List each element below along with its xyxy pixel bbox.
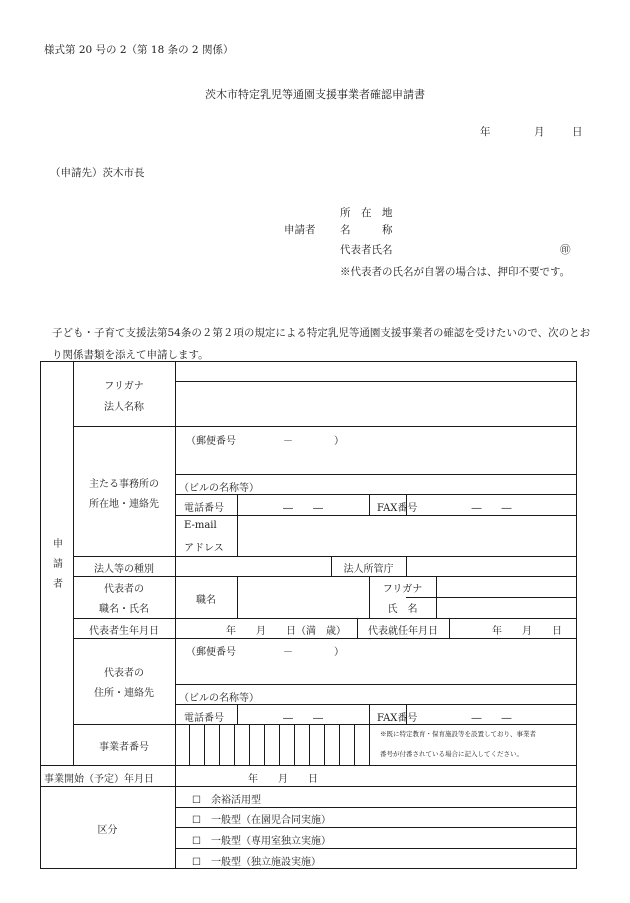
rep-building-label: （ビルの名称等）: [179, 693, 259, 704]
form-number: 様式第 20 号の 2（第 18 条の 2 関係）: [44, 44, 234, 56]
rep-postal-close: ）: [334, 647, 344, 658]
fax-value: ― ―: [471, 503, 512, 514]
business-number-label: 事業者番号: [99, 742, 149, 753]
date-month: 月: [534, 126, 545, 138]
postal-code-dash: －: [283, 436, 293, 447]
fax-label: FAX番号: [377, 503, 418, 514]
applicant-name: 名 称: [340, 224, 393, 236]
corp-office-label: 法人所管庁: [343, 564, 394, 575]
date-day: 日: [572, 126, 583, 138]
option-surplus[interactable]: ☐ 余裕活用型: [192, 795, 261, 806]
rep-postal-dash: －: [283, 647, 293, 658]
rep-tel-label: 電話番号: [184, 713, 224, 724]
email-label: E-mail: [184, 520, 217, 531]
option-independent[interactable]: ☐ 一般型（独立施設実施）: [192, 857, 321, 868]
position-label: 職名: [196, 595, 216, 606]
building-label: （ビルの名称等）: [179, 483, 259, 494]
applicant-side-label: 申 請 者: [53, 539, 73, 590]
business-number-note: ※既に特定教育・保育施設等を設置しており、事業者: [380, 730, 536, 738]
tel-value: ― ―: [283, 503, 323, 514]
start-date-label: 事業開始（予定）年月日: [44, 774, 154, 785]
option-dedicated-room[interactable]: ☐ 一般型（専用室独立実施）: [192, 836, 331, 847]
rep-tel-value: ― ―: [283, 713, 323, 724]
addressee: （申請先）茨木市長: [50, 167, 145, 179]
business-number-note-2: 番号が付番されている場合に記入してください。: [380, 750, 523, 758]
rep-postal-open: （郵便番号: [186, 647, 236, 658]
applicant-location: 所 在 地: [340, 207, 393, 219]
option-joint[interactable]: ☐ 一般型（在園児合同実施）: [192, 815, 331, 826]
rep-address-label-2: 住所・連絡先: [94, 688, 154, 699]
main-office-label-2: 所在地・連絡先: [89, 499, 159, 510]
tel-label: 電話番号: [184, 503, 224, 514]
category-label: 区分: [97, 825, 118, 836]
postal-code-open: （郵便番号: [186, 436, 236, 447]
document-title: 茨木市特定乳児等通園支援事業者確認申請書: [205, 88, 425, 101]
corp-name-label: 法人名称: [104, 402, 144, 413]
rep-position-label: 代表者の: [104, 584, 144, 595]
furigana-label: フリガナ: [104, 381, 144, 392]
seal-note: ※代表者の氏名が自署の場合は、押印不要です。: [340, 266, 571, 278]
rep-address-label: 代表者の: [104, 668, 144, 679]
table-border: [40, 361, 577, 869]
application-statement: 子ども・子育て支援法第54条の２第２項の規定による特定乳児等通園支援事業者の確認を受けたいので、次のとおり関係書類を添えて申請します。: [52, 327, 591, 361]
rep-birth-value: 年 月 日（満 歳）: [226, 626, 346, 637]
corp-type-label: 法人等の種別: [94, 564, 154, 575]
date-year: 年: [480, 126, 491, 138]
rep-start-value: 年 月 日: [492, 626, 562, 637]
applicant-label: 申請者: [284, 224, 316, 236]
rep-start-label: 代表就任年月日: [368, 626, 438, 637]
email-label-2: アドレス: [184, 543, 224, 554]
rep-furigana-label: フリガナ: [382, 584, 423, 595]
rep-fax-label: FAX番号: [377, 713, 418, 724]
rep-fax-value: ― ―: [471, 713, 512, 724]
seal-mark: ㊞: [560, 244, 571, 256]
applicant-representative: 代表者氏名: [340, 244, 393, 256]
rep-position-label-2: 職名・氏名: [99, 604, 149, 615]
rep-birth-label: 代表者生年月日: [89, 626, 159, 637]
postal-code-close: ）: [334, 436, 344, 447]
rep-name-label: 氏 名: [387, 604, 418, 615]
start-date-value: 年 月 日: [248, 774, 318, 785]
main-office-label: 主たる事務所の: [89, 479, 159, 490]
